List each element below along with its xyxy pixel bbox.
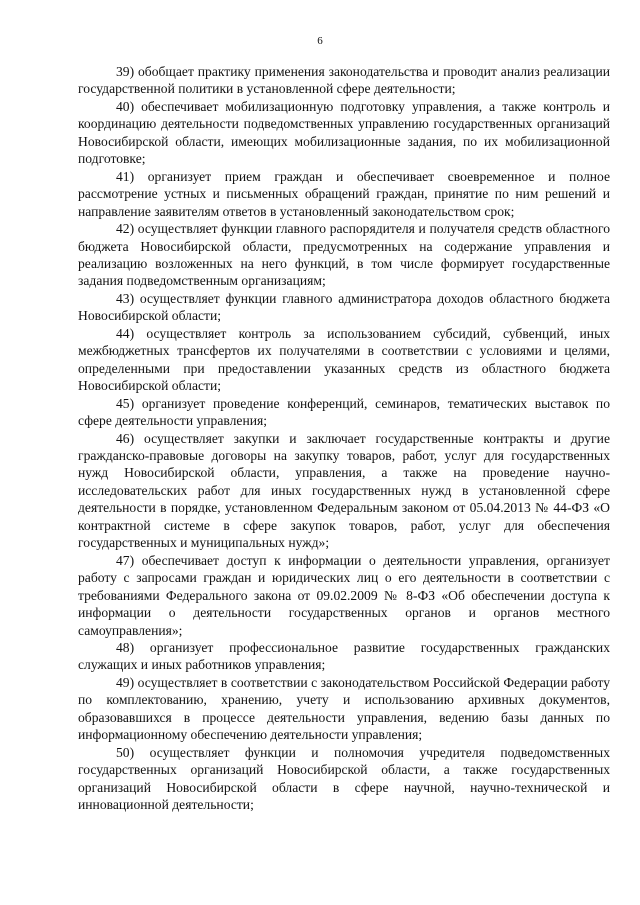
- paragraph-47: 47) обеспечивает доступ к информации о деятельности управления, организует работу с запросами граждан и юридических лиц о его деятельности в соответствии с требованиями Федерального закона от 09.02.2009 № 8-ФЗ «Об обеспечении доступа к информации о деятельности государственных органов и органов местного самоуправления»;: [78, 552, 610, 638]
- page-number: 6: [317, 35, 323, 47]
- paragraph-39: 39) обобщает практику применения законодательства и проводит анализ реализации государственной политики в установленной сфере деятельности;: [78, 64, 610, 97]
- paragraph-41: 41) организует прием граждан и обеспечивает своевременное и полное рассмотрение устных и письменных обращений граждан, принятие по ним решений и направление заявителям ответов в установленный законодательством срок;: [78, 168, 610, 219]
- paragraph-48: 48) организует профессиональное развитие государственных гражданских служащих и иных работников управления;: [78, 639, 610, 673]
- paragraph-44: 44) осуществляет контроль за использованием субсидий, субвенций, иных межбюджетных трансфертов их получателями в соответствии с условиями и целями, определенными при предоставлении указанных средств из областного бюджета Новосибирской области;: [78, 325, 610, 394]
- paragraph-42: 42) осуществляет функции главного распорядителя и получателя средств областного бюджета Новосибирской области, предусмотренных на содержание управления и реализацию возложенных на него функций, в том числе формирует государственные задания подведомственным организациям;: [78, 221, 610, 289]
- paragraph-46: 46) осуществляет закупки и заключает государственные контракты и другие гражданско-правовые договоры на закупку товаров, работ, услуг для государственных нужд Новосибирской области, управления, а также на проведение научно-исследовательских работ для иных государственных нужд в установленной сфере деятельности в порядке, установленном Федеральным законом от 05.04.2013 № 44-ФЗ «О контрактной системе в сфере закупок товаров, работ, услуг для обеспечения государственных и муниципальных нужд»;: [78, 430, 610, 551]
- paragraph-45: 45) организует проведение конференций, семинаров, тематических выставок по сфере деятельности управления;: [78, 395, 610, 429]
- paragraph-43: 43) осуществляет функции главного администратора доходов областного бюджета Новосибирской области;: [78, 290, 610, 324]
- paragraph-40: 40) обеспечивает мобилизационную подготовку управления, а также контроль и координацию деятельности подведомственных управлению государственных организаций Новосибирской области, имеющих мобилизационные задания, по их мобилизационной подготовке;: [78, 98, 610, 167]
- document-body: [78, 63, 610, 813]
- paragraph-50: 50) осуществляет функции и полномочия учредителя подведомственных государственных организаций Новосибирской области, а также государственных организаций Новосибирской области в сфере научной, научно-технической и инновационной деятельности;: [78, 744, 610, 813]
- paragraph-49: 49) осуществляет в соответствии с законодательством Российской Федерации работу по комплектованию, хранению, учету и использованию архивных документов, образовавшихся в процессе деятельности управления, ведению базы данных по информационному обеспечению деятельности управления;: [78, 674, 610, 743]
